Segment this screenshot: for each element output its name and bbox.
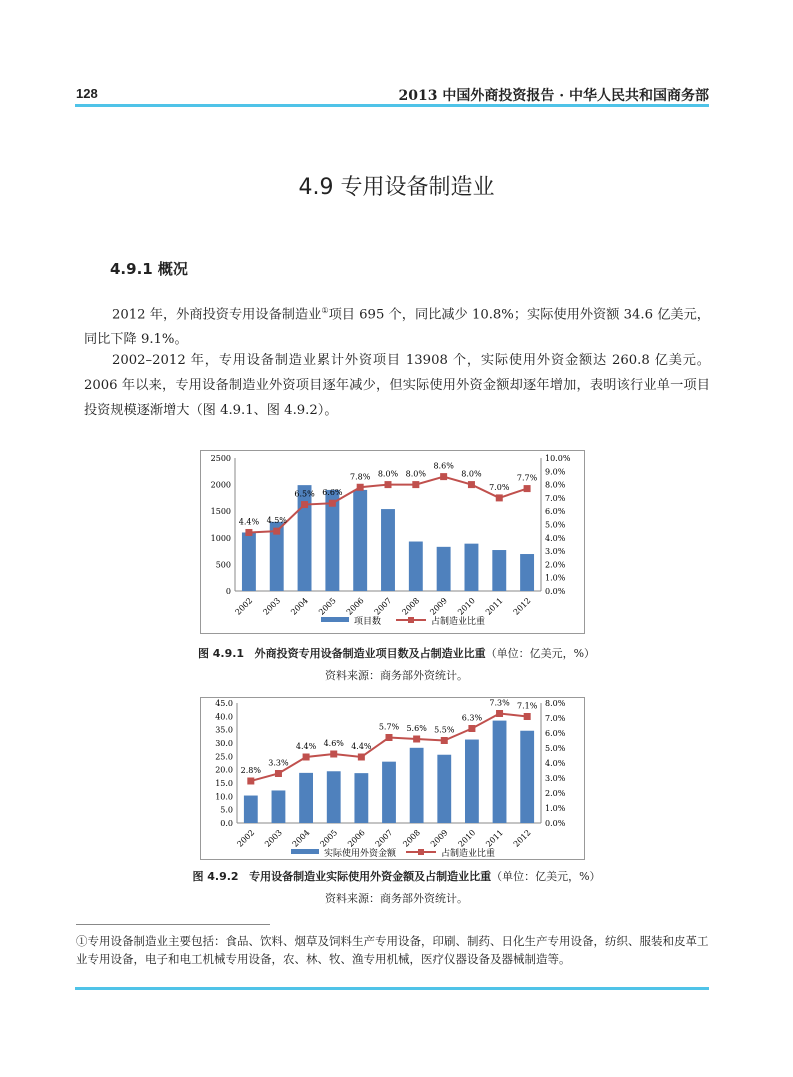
data-label: 8.0% [377,469,399,479]
y2-tick-label: 6.0% [545,507,566,517]
data-label: 5.7% [378,722,400,732]
y-tick-label: 35.0 [215,725,233,735]
x-tick-label: 2008 [401,828,423,849]
y2-tick-label: 7.0% [545,493,566,503]
data-label: 4.4% [295,742,317,751]
caption-4-9-2: 图 4.9.2 专用设备制造业实际使用外资金额及占制造业比重（单位：亿美元，%） [192,870,601,883]
y-tick-label: 2000 [210,480,231,490]
footer-rule [75,987,709,990]
x-tick-label: 2007 [373,828,395,849]
x-tick-label: 2007 [372,596,394,617]
running-header: 2013 中国外商投资报告 · 中华人民共和国商务部 [398,88,709,104]
y2-tick-label: 1.0% [545,804,566,813]
x-tick-label: 2002 [235,828,257,849]
bar [242,532,256,591]
legend-line-marker [408,617,414,623]
x-tick-label: 2012 [511,596,533,617]
x-tick-label: 2003 [263,828,284,849]
line-marker [245,529,252,536]
y2-tick-label: 3.0% [545,774,566,783]
bar [381,509,395,591]
bar [520,731,534,823]
y2-tick-label: 4.0% [545,533,566,543]
bar [354,773,368,823]
line-marker [329,500,336,507]
x-tick-label: 2009 [428,828,450,849]
line-marker [524,485,531,492]
line-marker [524,713,531,720]
y2-tick-label: 5.0% [545,520,566,530]
y2-tick-label: 8.0% [545,699,566,708]
line-marker [468,725,475,732]
data-label: 5.5% [434,725,455,735]
x-tick-label: 2004 [290,828,312,849]
x-tick-label: 2002 [233,596,255,617]
bar [382,762,396,823]
line-marker [303,754,310,761]
footnote-mark[interactable]: ① [321,306,329,315]
bar [298,485,312,591]
x-tick-label: 2004 [289,596,310,617]
data-label: 5.6% [406,724,427,733]
y2-tick-label: 4.0% [545,759,566,768]
paragraph-1 [84,298,710,352]
y2-tick-label: 2.0% [545,789,566,798]
data-label: 7.8% [350,472,371,482]
page-number: 128 [76,86,98,101]
bar [327,771,341,823]
y-tick-label: 5.0 [220,805,233,815]
p1-text-b: 项目 695 个，同比减少 10.8%；实际使用外资额 34.6 亿美元，同比下降 9.1%。 [84,307,710,348]
bar [492,550,506,591]
data-label: 7.0% [489,482,510,492]
data-label: 7.3% [489,698,510,708]
y-tick-label: 30.0 [215,739,233,748]
data-label: 7.1% [517,701,538,711]
line-marker [496,494,503,501]
line-marker [301,501,308,508]
y2-tick-label: 3.0% [545,547,566,557]
x-tick-label: 2005 [318,828,340,849]
source-4-9-1: 资料来源：商务部外资统计。 [325,669,468,682]
legend-label: 项目数 [354,617,382,627]
line-marker [273,528,280,535]
x-tick-label: 2012 [511,828,533,849]
data-label: 6.5% [294,489,315,499]
legend-bar-swatch [291,849,319,854]
y2-tick-label: 9.0% [545,467,566,477]
legend-line-marker [418,849,424,855]
bar [272,790,286,823]
line-marker [357,484,364,491]
data-label: 4.6% [323,739,344,748]
bar [520,554,534,591]
bar [465,740,479,823]
x-tick-label: 2010 [456,596,477,617]
data-label: 6.6% [322,488,343,498]
y2-tick-label: 2.0% [545,560,566,570]
data-label: 4.4% [351,742,372,751]
line-marker [330,751,337,758]
legend-bar-swatch [321,617,349,622]
line-marker [358,754,365,761]
y2-tick-label: 7.0% [545,714,566,723]
line-marker [385,481,392,488]
bar [437,547,451,591]
x-tick-label: 2010 [456,828,478,849]
x-tick-label: 2003 [261,596,283,617]
y-tick-label: 1500 [210,507,231,517]
y2-tick-label: 1.0% [545,573,566,583]
y-tick-label: 1000 [210,533,231,543]
y2-tick-label: 0.0% [545,587,566,596]
bar [493,721,507,823]
y-tick-label: 500 [215,560,231,570]
legend-label: 占制造业比重 [431,617,486,627]
data-label: 4.4% [238,517,260,527]
x-tick-label: 2006 [346,828,367,849]
bar [465,544,479,591]
data-label: 7.7% [516,473,538,483]
y-tick-label: 40.0 [215,712,233,722]
x-tick-label: 2008 [400,596,422,617]
y-tick-label: 2500 [210,454,231,463]
bar [410,748,424,823]
line-marker [412,481,419,488]
data-label: 8.0% [405,469,426,479]
footnote-rule [76,924,270,925]
caption-4-9-1: 图 4.9.1 外商投资专用设备制造业项目数及占制造业比重（单位：亿美元，%） [197,647,596,660]
legend-label: 占制造业比重 [441,849,496,859]
header-rule [75,104,709,107]
y-tick-label: 20.0 [215,765,233,775]
data-label: 4.5% [266,516,287,526]
chart-4-9-2 [200,697,585,860]
line-marker [275,770,282,777]
y-tick-label: 10.0 [215,792,233,802]
y-tick-label: 45.0 [215,699,233,708]
section-title: 4.9 专用设备制造业 [298,175,495,200]
line-marker [386,734,393,741]
data-label: 3.3% [268,758,289,768]
y2-tick-label: 6.0% [545,729,566,738]
line-marker [247,778,254,785]
data-label: 8.0% [461,469,482,479]
y2-tick-label: 0.0% [545,819,566,828]
y2-tick-label: 8.0% [545,480,566,490]
y2-tick-label: 10.0% [545,454,571,463]
data-label: 8.6% [433,461,454,471]
x-tick-label: 2011 [483,596,505,617]
footnote: ①专用设备制造业主要包括：食品、饮料、烟草及饲料生产专用设备，印刷、制药、日化生产专用设备，纺织、服装和皮革工业专用设备，电子和电工机械专用设备，农、林、牧、渔专用机械，医疗仪器设备及器械制造等。 [76,934,709,966]
x-tick-label: 2005 [317,596,338,617]
subsection-title: 4.9.1 概况 [110,260,188,278]
x-tick-label: 2009 [428,596,450,617]
line-marker [496,710,503,717]
bar [353,490,367,591]
line-marker [441,737,448,744]
line-marker [440,473,447,480]
y-tick-label: 15.0 [215,779,233,788]
chart-4-9-1 [200,450,585,634]
line-marker [468,481,475,488]
y-tick-label: 0 [225,587,231,596]
data-label: 2.8% [240,766,261,775]
bar [299,773,313,823]
x-tick-label: 2006 [344,596,366,617]
bar [437,755,451,823]
legend-label: 实际使用外资金额 [324,849,397,859]
paragraph-2: 2002–2012 年，专用设备制造业累计外资项目 13908 个，实际使用外资金额达 260.8 亿美元。2006 年以来，专用设备制造业外资项目逐年减少，但实际使用外资金额却逐年增加，表明该行业单一项目投资规模逐渐增大（图 4.9.1、图 4.9.2）。 [84,353,710,418]
y2-tick-label: 5.0% [545,744,566,753]
p1-text-a: 2012 年，外商投资专用设备制造业 [112,307,322,323]
x-tick-label: 2011 [484,828,505,849]
bar [244,796,258,823]
y-tick-label: 25.0 [215,752,233,762]
data-label: 6.3% [461,713,483,723]
y-tick-label: 0.0 [220,819,233,828]
line-marker [413,736,420,743]
bar [409,542,423,591]
source-4-9-2: 资料来源：商务部外资统计。 [325,892,468,905]
